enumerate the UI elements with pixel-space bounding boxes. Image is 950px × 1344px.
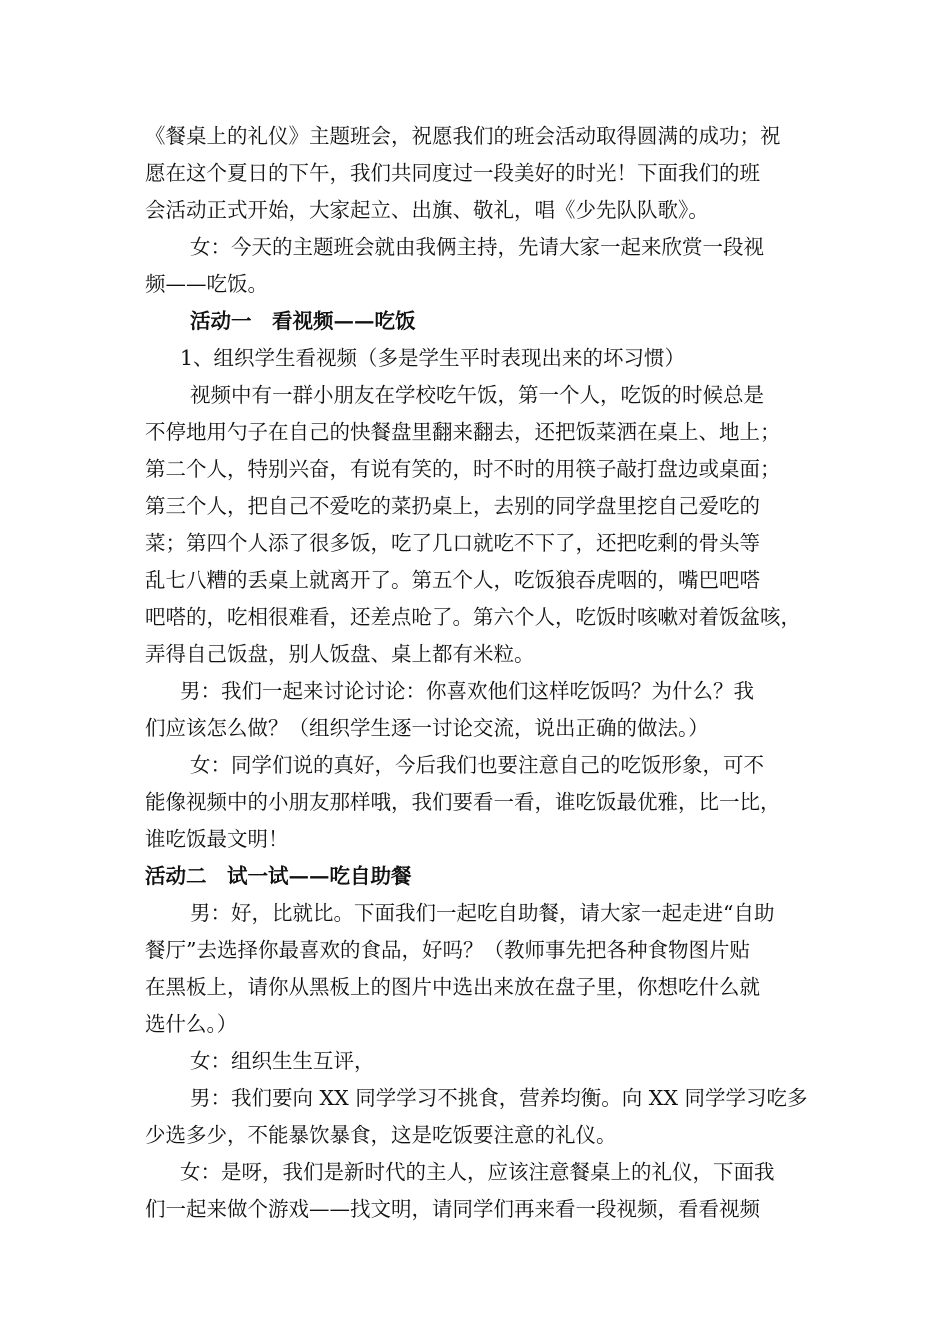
- text-line: 乱七八糟的丢桌上就离开了。第五个人，吃饭狼吞虎咽的，嘴巴吧嗒: [145, 568, 760, 592]
- text-line: 们一起来做个游戏——找文明，请同学们再来看一段视频，看看视频: [145, 1197, 760, 1221]
- text-line: 视频中有一群小朋友在学校吃午饭，第一个人，吃饭的时候总是: [190, 383, 764, 407]
- text-line: 《餐桌上的礼仪》主题班会，祝愿我们的班会活动取得圆满的成功；祝: [145, 124, 781, 148]
- text-line: 餐厅”去选择你最喜欢的食品，好吗？（教师事先把各种食物图片贴: [145, 938, 750, 962]
- text-line: 男：我们一起来讨论讨论：你喜欢他们这样吃饭吗？为什么？我: [180, 679, 754, 703]
- text-line: 选什么。）: [145, 1012, 238, 1036]
- text-line: 不停地用勺子在自己的快餐盘里翻来翻去，还把饭菜洒在桌上、地上；: [145, 420, 781, 444]
- text-line: 弄得自己饭盘，别人饭盘、桌上都有米粒。: [145, 642, 535, 666]
- text-line: 第三个人，把自己不爱吃的菜扔桌上，去别的同学盘里挖自己爱吃的: [145, 494, 760, 518]
- text-line: 少选多少，不能暴饮暴食，这是吃饭要注意的礼仪。: [145, 1123, 617, 1147]
- text-line: 会活动正式开始，大家起立、出旗、敬礼，唱《少先队队歌》。: [145, 198, 709, 222]
- text-line: 第二个人，特别兴奋，有说有笑的，时不时的用筷子敲打盘边或桌面；: [145, 457, 781, 481]
- text-line: 女：今天的主题班会就由我俩主持，先请大家一起来欣赏一段视: [190, 235, 764, 259]
- text-line: 女：组织生生互评，: [190, 1049, 375, 1073]
- text-line: 们应该怎么做？（组织学生逐一讨论交流，说出正确的做法。）: [145, 716, 709, 740]
- text-line: 男：好，比就比。下面我们一起吃自助餐，请大家一起走进“自助: [190, 901, 775, 925]
- section-heading: 活动一 看视频——吃饭: [190, 309, 416, 333]
- text-line: 女：是呀，我们是新时代的主人，应该注意餐桌上的礼仪，下面我: [180, 1160, 775, 1184]
- text-line: 菜；第四个人添了很多饭，吃了几口就吃不下了，还把吃剩的骨头等: [145, 531, 760, 555]
- section-heading: 活动二 试一试——吃自助餐: [145, 864, 412, 888]
- text-line: 在黑板上，请你从黑板上的图片中选出来放在盘子里，你想吃什么就: [145, 975, 760, 999]
- text-line: 愿在这个夏日的下午，我们共同度过一段美好的时光！下面我们的班: [145, 161, 760, 185]
- text-line: 男：我们要向 XX 同学学习不挑食，营养均衡。向 XX 同学学习吃多: [190, 1086, 808, 1110]
- text-line: 吧嗒的，吃相很难看，还差点呛了。第六个人，吃饭时咳嗽对着饭盆咳，: [145, 605, 801, 629]
- text-line: 谁吃饭最文明！: [145, 827, 289, 851]
- text-line: 频——吃饭。: [145, 272, 268, 296]
- text-line: 女：同学们说的真好，今后我们也要注意自己的吃饭形象，可不: [190, 753, 764, 777]
- text-line: 1、组织学生看视频（多是学生平时表现出来的坏习惯）: [180, 346, 686, 370]
- text-line: 能像视频中的小朋友那样哦，我们要看一看，谁吃饭最优雅，比一比，: [145, 790, 781, 814]
